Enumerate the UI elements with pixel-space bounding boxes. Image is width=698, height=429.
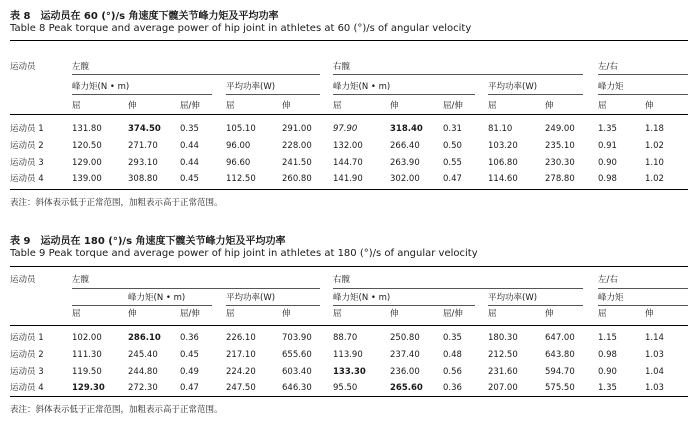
table-8-right-hip-header: 右髋 — [333, 62, 351, 72]
row-athlete-name: 运动员 1 — [10, 333, 44, 343]
table-cell: 241.50 — [282, 158, 312, 168]
table-8-caption-cn: 表 8 运动员在 60 (°)/s 角速度下髋关节峰力矩及平均功率 — [10, 11, 279, 22]
table-9-caption-cn: 表 9 运动员在 180 (°)/s 角速度下髋关节峰力矩及平均功率 — [10, 236, 286, 247]
table-cell: 291.00 — [282, 124, 312, 134]
table-cell: 112.50 — [226, 174, 256, 184]
table-cell: 0.31 — [443, 124, 462, 134]
table-cell: 105.10 — [226, 124, 256, 134]
table-8-sub-rule — [226, 94, 320, 95]
table-cell: 228.00 — [282, 141, 312, 151]
row-athlete-name: 运动员 4 — [10, 383, 44, 393]
table-cell: 655.60 — [282, 350, 312, 360]
table-9-left-peak-torque: 峰力矩(N • m) — [128, 293, 186, 303]
table-cell: 230.30 — [545, 158, 575, 168]
table-cell: 0.91 — [598, 141, 617, 151]
table-cell: 139.00 — [72, 174, 102, 184]
table-9-sub-rule — [72, 305, 212, 306]
table-9-col-flex-ext: 屈/伸 — [443, 309, 463, 319]
table-cell: 286.10 — [128, 333, 161, 343]
table-cell: 1.04 — [645, 367, 664, 377]
table-cell: 260.80 — [282, 174, 312, 184]
table-8-note: 表注：斜体表示低于正常范围，加粗表示高于正常范围。 — [10, 198, 223, 208]
table-cell: 250.80 — [390, 333, 420, 343]
table-cell: 1.35 — [598, 124, 617, 134]
row-athlete-name: 运动员 4 — [10, 174, 44, 184]
table-9-right-hip-header: 右髋 — [333, 275, 351, 285]
table-9-left-hip-header: 左髋 — [72, 275, 90, 285]
table-cell: 144.70 — [333, 158, 363, 168]
table-cell: 0.50 — [443, 141, 462, 151]
table-9-right-hip-rule — [333, 288, 583, 289]
table-cell: 1.02 — [645, 141, 664, 151]
table-9-col-flex: 屈 — [72, 309, 81, 319]
table-cell: 217.10 — [226, 350, 256, 360]
table-cell: 643.80 — [545, 350, 575, 360]
table-cell: 271.70 — [128, 141, 158, 151]
table-9-lr-rule — [598, 288, 688, 289]
table-cell: 0.36 — [443, 383, 462, 393]
table-9-col-flex: 屈 — [333, 309, 342, 319]
table-9-sub-rule — [226, 305, 320, 306]
table-cell: 1.14 — [645, 333, 664, 343]
table-cell: 95.50 — [333, 383, 358, 393]
table-cell: 0.44 — [180, 141, 199, 151]
table-cell: 119.50 — [72, 367, 102, 377]
table-cell: 88.70 — [333, 333, 358, 343]
table-cell: 302.00 — [390, 174, 420, 184]
table-cell: 1.10 — [645, 158, 664, 168]
table-9-sub-rule — [488, 305, 583, 306]
table-8-header-rule — [10, 114, 688, 115]
table-cell: 113.90 — [333, 350, 363, 360]
table-cell: 180.30 — [488, 333, 518, 343]
table-9-col-ext: 伸 — [645, 309, 654, 319]
table-8-right-peak-torque: 峰力矩(N • m) — [333, 82, 391, 92]
table-cell: 102.00 — [72, 333, 102, 343]
table-cell: 0.56 — [443, 367, 462, 377]
table-8-athlete-header: 运动员 — [10, 62, 36, 72]
table-8-lr-peak-torque: 峰力矩 — [598, 82, 624, 92]
table-cell: 0.47 — [443, 174, 462, 184]
table-cell: 308.80 — [128, 174, 158, 184]
table-cell: 245.40 — [128, 350, 158, 360]
row-athlete-name: 运动员 1 — [10, 124, 44, 134]
table-cell: 0.36 — [180, 333, 199, 343]
row-athlete-name: 运动员 3 — [10, 367, 44, 377]
table-8-sub-rule — [72, 94, 212, 95]
table-9-col-ext: 伸 — [128, 309, 137, 319]
table-8-bottom-rule — [10, 189, 688, 190]
table-cell: 244.80 — [128, 367, 158, 377]
table-cell: 266.40 — [390, 141, 420, 151]
table-cell: 272.30 — [128, 383, 158, 393]
table-9-col-flex: 屈 — [488, 309, 497, 319]
table-cell: 265.60 — [390, 383, 423, 393]
table-9-col-ext: 伸 — [390, 309, 399, 319]
table-cell: 106.80 — [488, 158, 518, 168]
table-9-sub-rule — [333, 305, 475, 306]
table-cell: 129.30 — [72, 383, 105, 393]
table-cell: 703.90 — [282, 333, 312, 343]
table-9-note: 表注：斜体表示低于正常范围，加粗表示高于正常范围。 — [10, 405, 223, 415]
table-cell: 237.40 — [390, 350, 420, 360]
table-cell: 646.30 — [282, 383, 312, 393]
table-cell: 120.50 — [72, 141, 102, 151]
table-9-col-flex: 屈 — [226, 309, 235, 319]
table-cell: 0.35 — [180, 124, 199, 134]
row-athlete-name: 运动员 2 — [10, 350, 44, 360]
table-8-left-hip-rule — [72, 74, 320, 75]
table-8-col-flex-ext: 屈/伸 — [180, 101, 200, 111]
table-cell: 231.60 — [488, 367, 518, 377]
table-cell: 0.49 — [180, 367, 199, 377]
table-cell: 0.47 — [180, 383, 199, 393]
table-8-right-avg-power: 平均功率(W) — [488, 82, 538, 92]
table-9-sub-rule — [598, 305, 688, 306]
table-cell: 226.10 — [226, 333, 256, 343]
table-9-right-peak-torque: 峰力矩(N • m) — [333, 293, 391, 303]
table-cell: 132.00 — [333, 141, 363, 151]
table-cell: 1.15 — [598, 333, 617, 343]
table-cell: 594.70 — [545, 367, 575, 377]
table-cell: 0.55 — [443, 158, 462, 168]
table-cell: 96.00 — [226, 141, 251, 151]
table-cell: 96.60 — [226, 158, 251, 168]
table-cell: 141.90 — [333, 174, 363, 184]
table-cell: 212.50 — [488, 350, 518, 360]
table-9-left-hip-rule — [72, 288, 320, 289]
table-cell: 224.20 — [226, 367, 256, 377]
table-cell: 1.03 — [645, 383, 664, 393]
table-8-col-ext: 伸 — [128, 101, 137, 111]
table-9-right-avg-power: 平均功率(W) — [488, 293, 538, 303]
table-8-col-flex: 屈 — [333, 101, 342, 111]
table-9-top-rule — [10, 266, 688, 267]
table-8-caption-en: Table 8 Peak torque and average power of hip joint in athletes at 60 (°)/s of angular velocity — [10, 23, 472, 34]
table-8-right-hip-rule — [333, 74, 583, 75]
table-cell: 0.90 — [598, 367, 617, 377]
table-8-col-flex: 屈 — [598, 101, 607, 111]
table-cell: 647.00 — [545, 333, 575, 343]
table-cell: 1.35 — [598, 383, 617, 393]
table-9-athlete-header: 运动员 — [10, 275, 36, 285]
table-8-sub-rule — [598, 94, 688, 95]
table-9-lr-header: 左/右 — [598, 275, 618, 285]
table-cell: 0.98 — [598, 174, 617, 184]
table-8-col-flex: 屈 — [488, 101, 497, 111]
table-cell: 207.00 — [488, 383, 518, 393]
table-8-top-rule — [10, 40, 688, 41]
table-cell: 1.02 — [645, 174, 664, 184]
table-8-sub-rule — [333, 94, 475, 95]
table-8-left-avg-power: 平均功率(W) — [226, 82, 276, 92]
table-8-col-flex: 屈 — [72, 101, 81, 111]
table-9-bottom-rule — [10, 396, 688, 397]
table-cell: 263.90 — [390, 158, 420, 168]
table-cell: 0.35 — [443, 333, 462, 343]
table-9-left-avg-power: 平均功率(W) — [226, 293, 276, 303]
table-cell: 81.10 — [488, 124, 513, 134]
table-cell: 133.30 — [333, 367, 366, 377]
table-9-col-flex: 屈 — [598, 309, 607, 319]
table-cell: 293.10 — [128, 158, 158, 168]
table-cell: 235.10 — [545, 141, 575, 151]
table-cell: 247.50 — [226, 383, 256, 393]
table-8-col-ext: 伸 — [282, 101, 291, 111]
table-cell: 0.44 — [180, 158, 199, 168]
row-athlete-name: 运动员 3 — [10, 158, 44, 168]
table-cell: 1.18 — [645, 124, 664, 134]
table-9-col-ext: 伸 — [282, 309, 291, 319]
table-9-col-ext: 伸 — [545, 309, 554, 319]
table-cell: 603.40 — [282, 367, 312, 377]
table-cell: 111.30 — [72, 350, 102, 360]
table-8-col-flex: 屈 — [226, 101, 235, 111]
table-8-col-ext: 伸 — [390, 101, 399, 111]
table-9-caption-en: Table 9 Peak torque and average power of hip joint in athletes at 180 (°)/s of angular velocity — [10, 248, 478, 259]
table-8-col-ext: 伸 — [545, 101, 554, 111]
table-cell: 97.90 — [333, 124, 358, 134]
table-9-col-flex-ext: 屈/伸 — [180, 309, 200, 319]
table-8-lr-rule — [598, 74, 688, 75]
table-cell: 0.98 — [598, 350, 617, 360]
table-cell: 0.90 — [598, 158, 617, 168]
table-cell: 236.00 — [390, 367, 420, 377]
table-8-col-flex-ext: 屈/伸 — [443, 101, 463, 111]
table-cell: 0.48 — [443, 350, 462, 360]
table-cell: 0.45 — [180, 350, 199, 360]
table-8-left-peak-torque: 峰力矩(N • m) — [72, 82, 130, 92]
table-9-header-rule — [10, 325, 688, 326]
table-cell: 318.40 — [390, 124, 423, 134]
table-cell: 374.50 — [128, 124, 161, 134]
table-8-left-hip-header: 左髋 — [72, 62, 90, 72]
table-cell: 129.00 — [72, 158, 102, 168]
table-cell: 278.80 — [545, 174, 575, 184]
table-8-lr-header: 左/右 — [598, 62, 618, 72]
row-athlete-name: 运动员 2 — [10, 141, 44, 151]
table-cell: 249.00 — [545, 124, 575, 134]
table-9-lr-peak-torque: 峰力矩 — [598, 293, 624, 303]
table-cell: 1.03 — [645, 350, 664, 360]
table-8-col-ext: 伸 — [645, 101, 654, 111]
table-cell: 131.80 — [72, 124, 102, 134]
table-cell: 114.60 — [488, 174, 518, 184]
table-cell: 575.50 — [545, 383, 575, 393]
table-cell: 0.45 — [180, 174, 199, 184]
table-8-sub-rule — [488, 94, 583, 95]
table-cell: 103.20 — [488, 141, 518, 151]
